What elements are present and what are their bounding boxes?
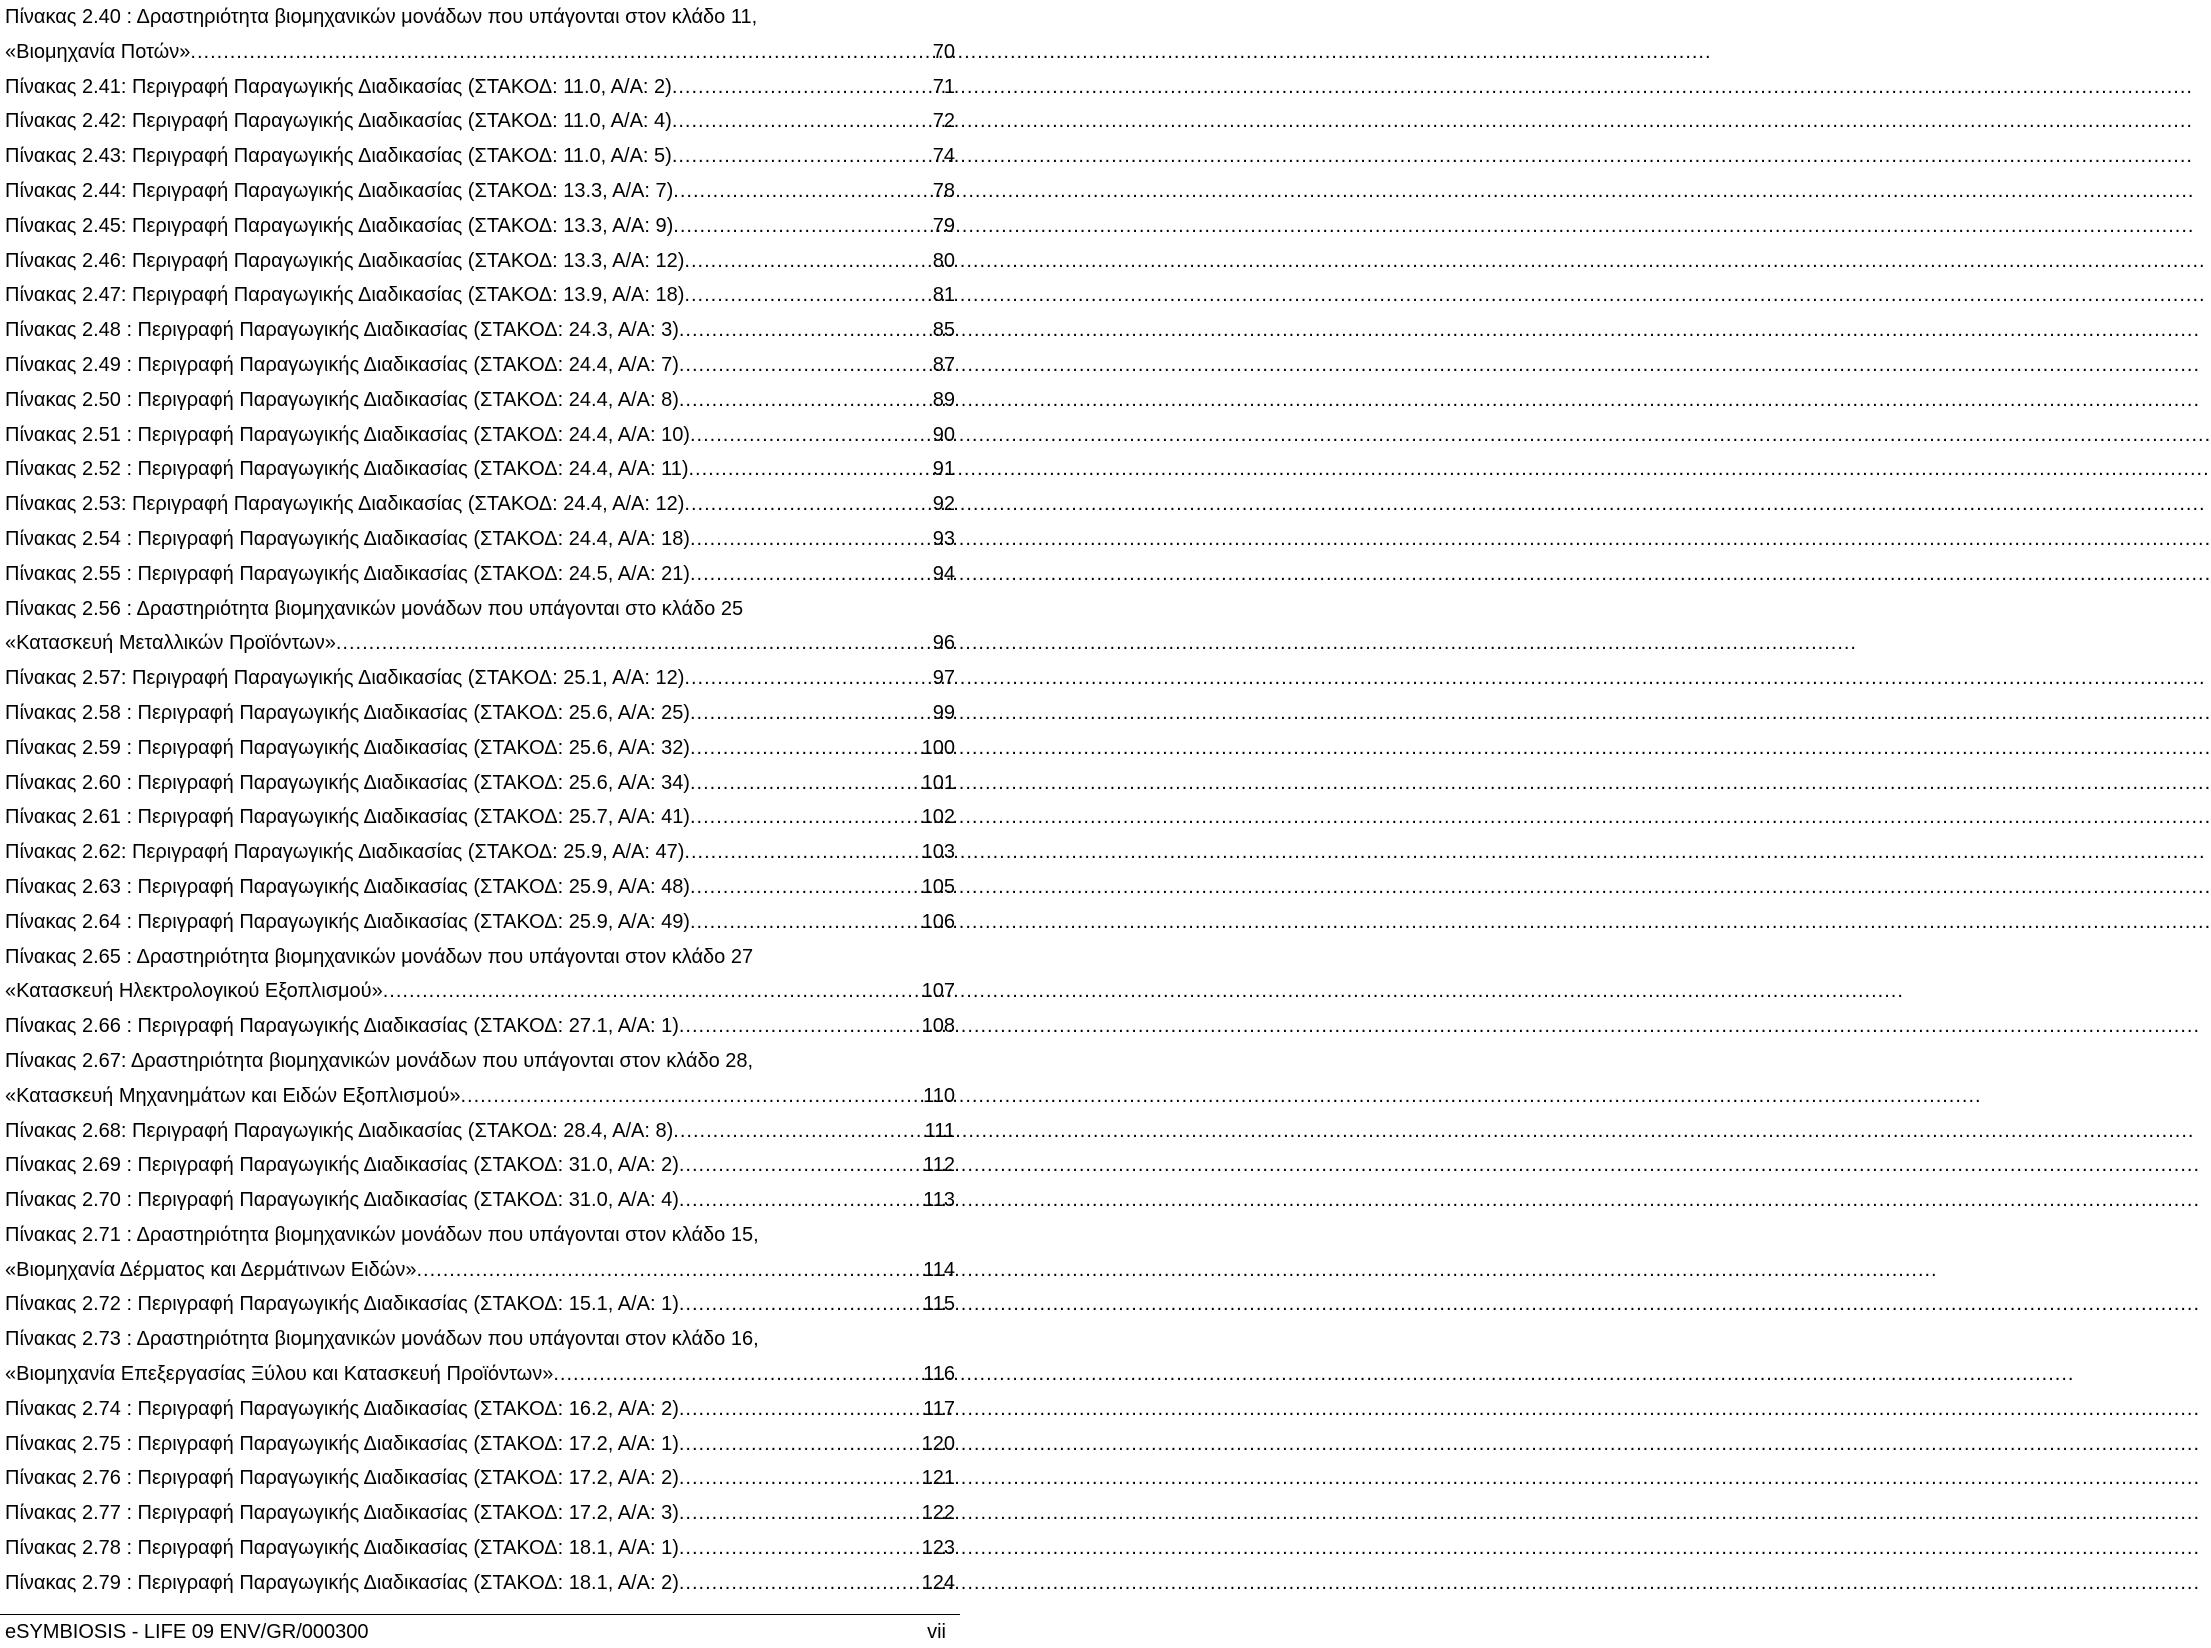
toc-entry-page: 110 [923,1084,955,1107]
toc-entry[interactable] [5,940,955,1010]
toc-entry[interactable] [5,209,955,244]
toc-entry-title: «Κατασκευή Μεταλλικών Προϊόντων» [5,632,336,655]
toc-entry[interactable] [5,905,955,940]
toc-entry-line [5,139,955,174]
toc-entry-page: 116 [923,1363,955,1386]
toc-entry-title-line: Πίνακας 2.56 : Δραστηριότητα βιομηχανικών μονάδων που υπάγονται στο κλάδο 25 [5,597,744,620]
dot-leader [684,487,931,522]
toc-entry-title: Πίνακας 2.60 : Περιγραφή Παραγωγικής Διαδικασίας (ΣΤΑΚΟΔ: 25.6, Α/Α: 34) [5,771,690,794]
toc-entry-page: 114 [923,1258,955,1281]
toc-entry-line [5,1183,955,1218]
toc-entry-title: Πίνακας 2.61 : Περιγραφή Παραγωγικής Διαδικασίας (ΣΤΑΚΟΔ: 25.7, Α/Α: 41) [5,806,690,829]
toc-entry-title: «Κατασκευή Ηλεκτρολογικού Εξοπλισμού» [5,980,383,1003]
toc-entry[interactable] [5,870,955,905]
toc-entry[interactable] [5,1148,955,1183]
toc-entry-page: 81 [932,284,955,307]
dot-leader [690,696,932,731]
toc-entry-title: Πίνακας 2.50 : Περιγραφή Παραγωγικής Διαδικασίας (ΣΤΑΚΟΔ: 24.4, Α/Α: 8) [5,388,679,411]
dot-leader [672,139,932,174]
toc-entry-line [5,1079,955,1114]
toc-entry-title: Πίνακας 2.78 : Περιγραφή Παραγωγικής Διαδικασίας (ΣΤΑΚΟΔ: 18.1, Α/Α: 1) [5,1537,679,1560]
toc-entry-page: 106 [921,910,955,933]
toc-entry[interactable] [5,1009,955,1044]
toc-entry-line [5,1357,955,1392]
dot-leader [689,452,932,487]
toc-entry-page: 94 [932,562,955,585]
toc-entry-line [5,626,955,661]
dot-leader [690,800,921,835]
toc-entry-line [5,418,955,453]
toc-entry-title: Πίνακας 2.57: Περιγραφή Παραγωγικής Διαδικασίας (ΣΤΑΚΟΔ: 25.1, Α/Α: 12) [5,667,685,690]
toc-entry-title-line: Πίνακας 2.73 : Δραστηριότητα βιομηχανικών μονάδων που υπάγονται στον κλάδο 16, [5,1328,759,1351]
dot-leader [416,1253,922,1288]
dot-leader [679,1148,922,1183]
toc-entry-page: 103 [921,841,955,864]
toc-entry-line [5,731,955,766]
toc-entry-page: 107 [921,980,955,1003]
dot-leader [679,1531,921,1566]
dot-leader [553,1357,922,1392]
toc-entry-page: 91 [932,458,955,481]
dot-leader [684,278,931,313]
toc-entry[interactable] [5,70,955,105]
toc-entry-title: Πίνακας 2.49 : Περιγραφή Παραγωγικής Διαδικασίας (ΣΤΑΚΟΔ: 24.4, Α/Α: 7) [5,353,679,376]
toc-entry-title-line: Πίνακας 2.65 : Δραστηριότητα βιομηχανικών μονάδων που υπάγονται στον κλάδο 27 [5,945,754,968]
toc-entry[interactable] [5,557,955,592]
toc-entry-title: Πίνακας 2.51 : Περιγραφή Παραγωγικής Διαδικασίας (ΣΤΑΚΟΔ: 24.4, Α/Α: 10) [5,423,690,446]
dot-leader [679,1009,921,1044]
toc-entry-line [5,1566,955,1601]
toc-entry-line [5,1287,955,1322]
toc-entry[interactable] [5,418,955,453]
toc-entry-page: 90 [932,423,955,446]
toc-entry[interactable] [5,522,955,557]
toc-entry-page: 89 [932,388,955,411]
toc-entry-line [5,1427,955,1462]
toc-entry-line [5,905,955,940]
toc-entry[interactable] [5,1496,955,1531]
toc-entry[interactable] [5,487,955,522]
toc-entry-line [5,766,955,801]
dot-leader [460,1079,922,1114]
dot-leader [673,1114,923,1149]
toc-entry-title-line: Πίνακας 2.40 : Δραστηριότητα βιομηχανικών μονάδων που υπάγονται στον κλάδο 11, [5,6,758,28]
toc-entry-title: «Βιομηχανία Δέρματος και Δερμάτινων Ειδών» [5,1258,417,1281]
toc-entry-page: 113 [923,1189,955,1212]
toc-entry-title: Πίνακας 2.46: Περιγραφή Παραγωγικής Διαδικασίας (ΣΤΑΚΟΔ: 13.3, Α/Α: 12) [5,249,685,272]
toc-entry-page: 112 [923,1154,955,1177]
toc-entry-line [5,209,955,244]
dot-leader [679,1392,922,1427]
dot-leader [690,870,921,905]
toc-entry-line [5,1392,955,1427]
toc-entry-line [5,1148,955,1183]
toc-entry[interactable] [5,766,955,801]
toc-entry-title: Πίνακας 2.62: Περιγραφή Παραγωγικής Διαδικασίας (ΣΤΑΚΟΔ: 25.9, Α/Α: 47) [5,841,685,864]
toc-entry[interactable] [5,1114,955,1149]
dot-leader [679,383,932,418]
toc-entry-page: 124 [921,1571,955,1594]
toc-entry-title: Πίνακας 2.53: Περιγραφή Παραγωγικής Διαδικασίας (ΣΤΑΚΟΔ: 24.4, Α/Α: 12) [5,493,685,516]
toc-entry-title: Πίνακας 2.54 : Περιγραφή Παραγωγικής Διαδικασίας (ΣΤΑΚΟΔ: 24.4, Α/Α: 18) [5,527,690,550]
toc-entry-line [5,1253,955,1288]
toc-entry-page: 97 [932,667,955,690]
toc-entry-line [5,870,955,905]
toc-entry-title: Πίνακας 2.44: Περιγραφή Παραγωγικής Διαδικασίας (ΣΤΑΚΟΔ: 13.3, Α/Α: 7) [5,179,674,202]
toc-entry[interactable] [5,313,955,348]
dot-leader [679,1287,922,1322]
dot-leader [190,35,931,70]
toc-entry-title: Πίνακας 2.69 : Περιγραφή Παραγωγικής Διαδικασίας (ΣΤΑΚΟΔ: 31.0, Α/Α: 2) [5,1154,679,1177]
toc-entry-page: 93 [932,527,955,550]
toc-entry[interactable] [5,1392,955,1427]
dot-leader [679,1496,921,1531]
toc-entry[interactable] [5,104,955,139]
toc-entry[interactable] [5,244,955,279]
dot-leader [690,418,932,453]
toc-entry[interactable] [5,348,955,383]
toc-entry-line [5,244,955,279]
toc-entry-title: Πίνακας 2.45: Περιγραφή Παραγωγικής Διαδικασίας (ΣΤΑΚΟΔ: 13.3, Α/Α: 9) [5,214,674,237]
toc-entry-title: Πίνακας 2.58 : Περιγραφή Παραγωγικής Διαδικασίας (ΣΤΑΚΟΔ: 25.6, Α/Α: 25) [5,701,690,724]
dot-leader [679,313,932,348]
toc-entry[interactable] [5,696,955,731]
toc-entry[interactable] [5,1322,955,1392]
toc-entry-page: 99 [932,701,955,724]
toc-entry-line [5,348,955,383]
toc-entry-page: 108 [921,1015,955,1038]
toc-entry-line [5,835,955,870]
dot-leader [690,557,932,592]
toc-entry-title: Πίνακας 2.52 : Περιγραφή Παραγωγικής Διαδικασίας (ΣΤΑΚΟΔ: 24.4, Α/Α: 11) [5,458,689,481]
toc-entry-title: Πίνακας 2.68: Περιγραφή Παραγωγικής Διαδικασίας (ΣΤΑΚΟΔ: 28.4, Α/Α: 8) [5,1119,674,1142]
toc-entry-page: 115 [923,1293,955,1316]
toc-entry-line [5,70,955,105]
toc-entry-title-line: Πίνακας 2.67: Δραστηριότητα βιομηχανικών μονάδων που υπάγονται στον κλάδο 28, [5,1049,754,1072]
toc-entry-title: Πίνακας 2.59 : Περιγραφή Παραγωγικής Διαδικασίας (ΣΤΑΚΟΔ: 25.6, Α/Α: 32) [5,736,690,759]
dot-leader [690,522,932,557]
toc-entry[interactable] [5,174,955,209]
toc-entry-line [5,557,955,592]
dot-leader [673,174,931,209]
dot-leader [684,244,931,279]
toc-entry-title: Πίνακας 2.79 : Περιγραφή Παραγωγικής Διαδικασίας (ΣΤΑΚΟΔ: 18.1, Α/Α: 2) [5,1571,679,1594]
toc-entry[interactable] [5,731,955,766]
toc-entry-title: Πίνακας 2.63 : Περιγραφή Παραγωγικής Διαδικασίας (ΣΤΑΚΟΔ: 25.9, Α/Α: 48) [5,875,690,898]
toc-entry-line [5,313,955,348]
toc-entry[interactable] [5,1461,955,1496]
toc-entry[interactable] [5,278,955,313]
toc-entry[interactable] [5,452,955,487]
toc-entry-line [5,383,955,418]
toc-entry-page: 96 [932,632,955,655]
toc-entry-page: 79 [932,214,955,237]
toc-entry-page: 111 [924,1119,955,1142]
toc-entry-line [5,278,955,313]
toc-entry-page: 85 [932,319,955,342]
table-of-contents [5,0,955,1601]
dot-leader [690,731,921,766]
toc-entry[interactable] [5,1183,955,1218]
toc-entry-title: Πίνακας 2.75 : Περιγραφή Παραγωγικής Διαδικασίας (ΣΤΑΚΟΔ: 17.2, Α/Α: 1) [5,1432,679,1455]
toc-entry-line [5,35,955,70]
toc-entry[interactable] [5,1218,955,1288]
toc-entry[interactable] [5,0,955,70]
dot-leader [672,104,932,139]
toc-entry-page: 122 [921,1502,955,1525]
toc-entry-title: Πίνακας 2.70 : Περιγραφή Παραγωγικής Διαδικασίας (ΣΤΑΚΟΔ: 31.0, Α/Α: 4) [5,1189,679,1212]
dot-leader [336,626,932,661]
toc-entry-line [5,174,955,209]
toc-entry-title: «Βιομηχανία Επεξεργασίας Ξύλου και Κατασκευή Προϊόντων» [5,1363,554,1386]
toc-entry-page: 70 [932,40,955,63]
toc-entry-title: Πίνακας 2.48 : Περιγραφή Παραγωγικής Διαδικασίας (ΣΤΑΚΟΔ: 24.3, Α/Α: 3) [5,319,679,342]
toc-entry-line [5,800,955,835]
toc-entry-page: 120 [921,1432,955,1455]
toc-entry-title: Πίνακας 2.64 : Περιγραφή Παραγωγικής Διαδικασίας (ΣΤΑΚΟΔ: 25.9, Α/Α: 49) [5,910,690,933]
toc-entry-page: 72 [932,110,955,133]
dot-leader [679,348,932,383]
toc-entry-line [5,661,955,696]
toc-entry[interactable] [5,1531,955,1566]
toc-entry[interactable] [5,800,955,835]
dot-leader [679,1427,921,1462]
toc-entry[interactable] [5,383,955,418]
toc-entry[interactable] [5,1287,955,1322]
dot-leader [690,766,921,801]
toc-entry-title: Πίνακας 2.66 : Περιγραφή Παραγωγικής Διαδικασίας (ΣΤΑΚΟΔ: 27.1, Α/Α: 1) [5,1015,679,1038]
toc-entry-title: Πίνακας 2.43: Περιγραφή Παραγωγικής Διαδικασίας (ΣΤΑΚΟΔ: 11.0, Α/Α: 5) [5,145,672,168]
dot-leader [383,974,921,1009]
toc-entry-line [5,1461,955,1496]
toc-entry[interactable] [5,1566,955,1601]
page-footer [0,1614,960,1648]
toc-entry-line [5,522,955,557]
toc-entry-page: 101 [921,771,955,794]
dot-leader [672,70,932,105]
dot-leader [679,1461,921,1496]
toc-entry-line [5,487,955,522]
dot-leader [690,905,921,940]
dot-leader [684,661,931,696]
toc-entry-page: 117 [923,1397,955,1420]
toc-entry-line [5,1531,955,1566]
toc-entry-line [5,974,955,1009]
toc-entry-line [5,104,955,139]
toc-entry-page: 92 [932,493,955,516]
toc-entry-line [5,452,955,487]
toc-entry-page: 102 [921,806,955,829]
toc-entry-title: Πίνακας 2.72 : Περιγραφή Παραγωγικής Διαδικασίας (ΣΤΑΚΟΔ: 15.1, Α/Α: 1) [5,1293,679,1316]
toc-entry-title: «Βιομηχανία Ποτών» [5,40,191,63]
toc-entry-title: Πίνακας 2.42: Περιγραφή Παραγωγικής Διαδικασίας (ΣΤΑΚΟΔ: 11.0, Α/Α: 4) [5,110,672,133]
dot-leader [679,1183,922,1218]
toc-entry-title: Πίνακας 2.74 : Περιγραφή Παραγωγικής Διαδικασίας (ΣΤΑΚΟΔ: 16.2, Α/Α: 2) [5,1397,679,1420]
toc-entry-line [5,1009,955,1044]
toc-entry-page: 105 [921,875,955,898]
toc-entry-page: 80 [932,249,955,272]
toc-entry-page: 100 [921,736,955,759]
dot-leader [684,835,920,870]
toc-entry-page: 71 [932,75,955,98]
footer-project-id: eSYMBIOSIS - LIFE 09 ENV/GR/000300 [5,1621,369,1643]
toc-entry-page: 87 [932,353,955,376]
toc-entry[interactable] [5,835,955,870]
toc-entry-line [5,696,955,731]
toc-entry-line [5,1496,955,1531]
toc-entry-page: 74 [932,145,955,168]
toc-entry[interactable] [5,139,955,174]
toc-entry-page: 123 [921,1537,955,1560]
toc-entry-title-line: Πίνακας 2.71 : Δραστηριότητα βιομηχανικών μονάδων που υπάγονται στον κλάδο 15, [5,1223,759,1246]
toc-entry-title: Πίνακας 2.47: Περιγραφή Παραγωγικής Διαδικασίας (ΣΤΑΚΟΔ: 13.9, Α/Α: 18) [5,284,685,307]
toc-entry-title: Πίνακας 2.41: Περιγραφή Παραγωγικής Διαδικασίας (ΣΤΑΚΟΔ: 11.0, Α/Α: 2) [5,75,672,98]
toc-entry-title: «Κατασκευή Μηχανημάτων και Ειδών Εξοπλισμού» [5,1084,461,1107]
toc-entry-line [5,1114,955,1149]
toc-entry-title: Πίνακας 2.76 : Περιγραφή Παραγωγικής Διαδικασίας (ΣΤΑΚΟΔ: 17.2, Α/Α: 2) [5,1467,679,1490]
toc-entry[interactable] [5,1044,955,1114]
toc-entry[interactable] [5,592,955,662]
toc-entry-title: Πίνακας 2.77 : Περιγραφή Παραγωγικής Διαδικασίας (ΣΤΑΚΟΔ: 17.2, Α/Α: 3) [5,1502,679,1525]
toc-entry-page: 121 [921,1467,955,1490]
dot-leader [673,209,931,244]
footer-page-number: vii [927,1621,946,1643]
toc-entry[interactable] [5,661,955,696]
dot-leader [679,1566,921,1601]
toc-entry-title: Πίνακας 2.55 : Περιγραφή Παραγωγικής Διαδικασίας (ΣΤΑΚΟΔ: 24.5, Α/Α: 21) [5,562,690,585]
toc-entry[interactable] [5,1427,955,1462]
toc-entry-page: 78 [932,179,955,202]
